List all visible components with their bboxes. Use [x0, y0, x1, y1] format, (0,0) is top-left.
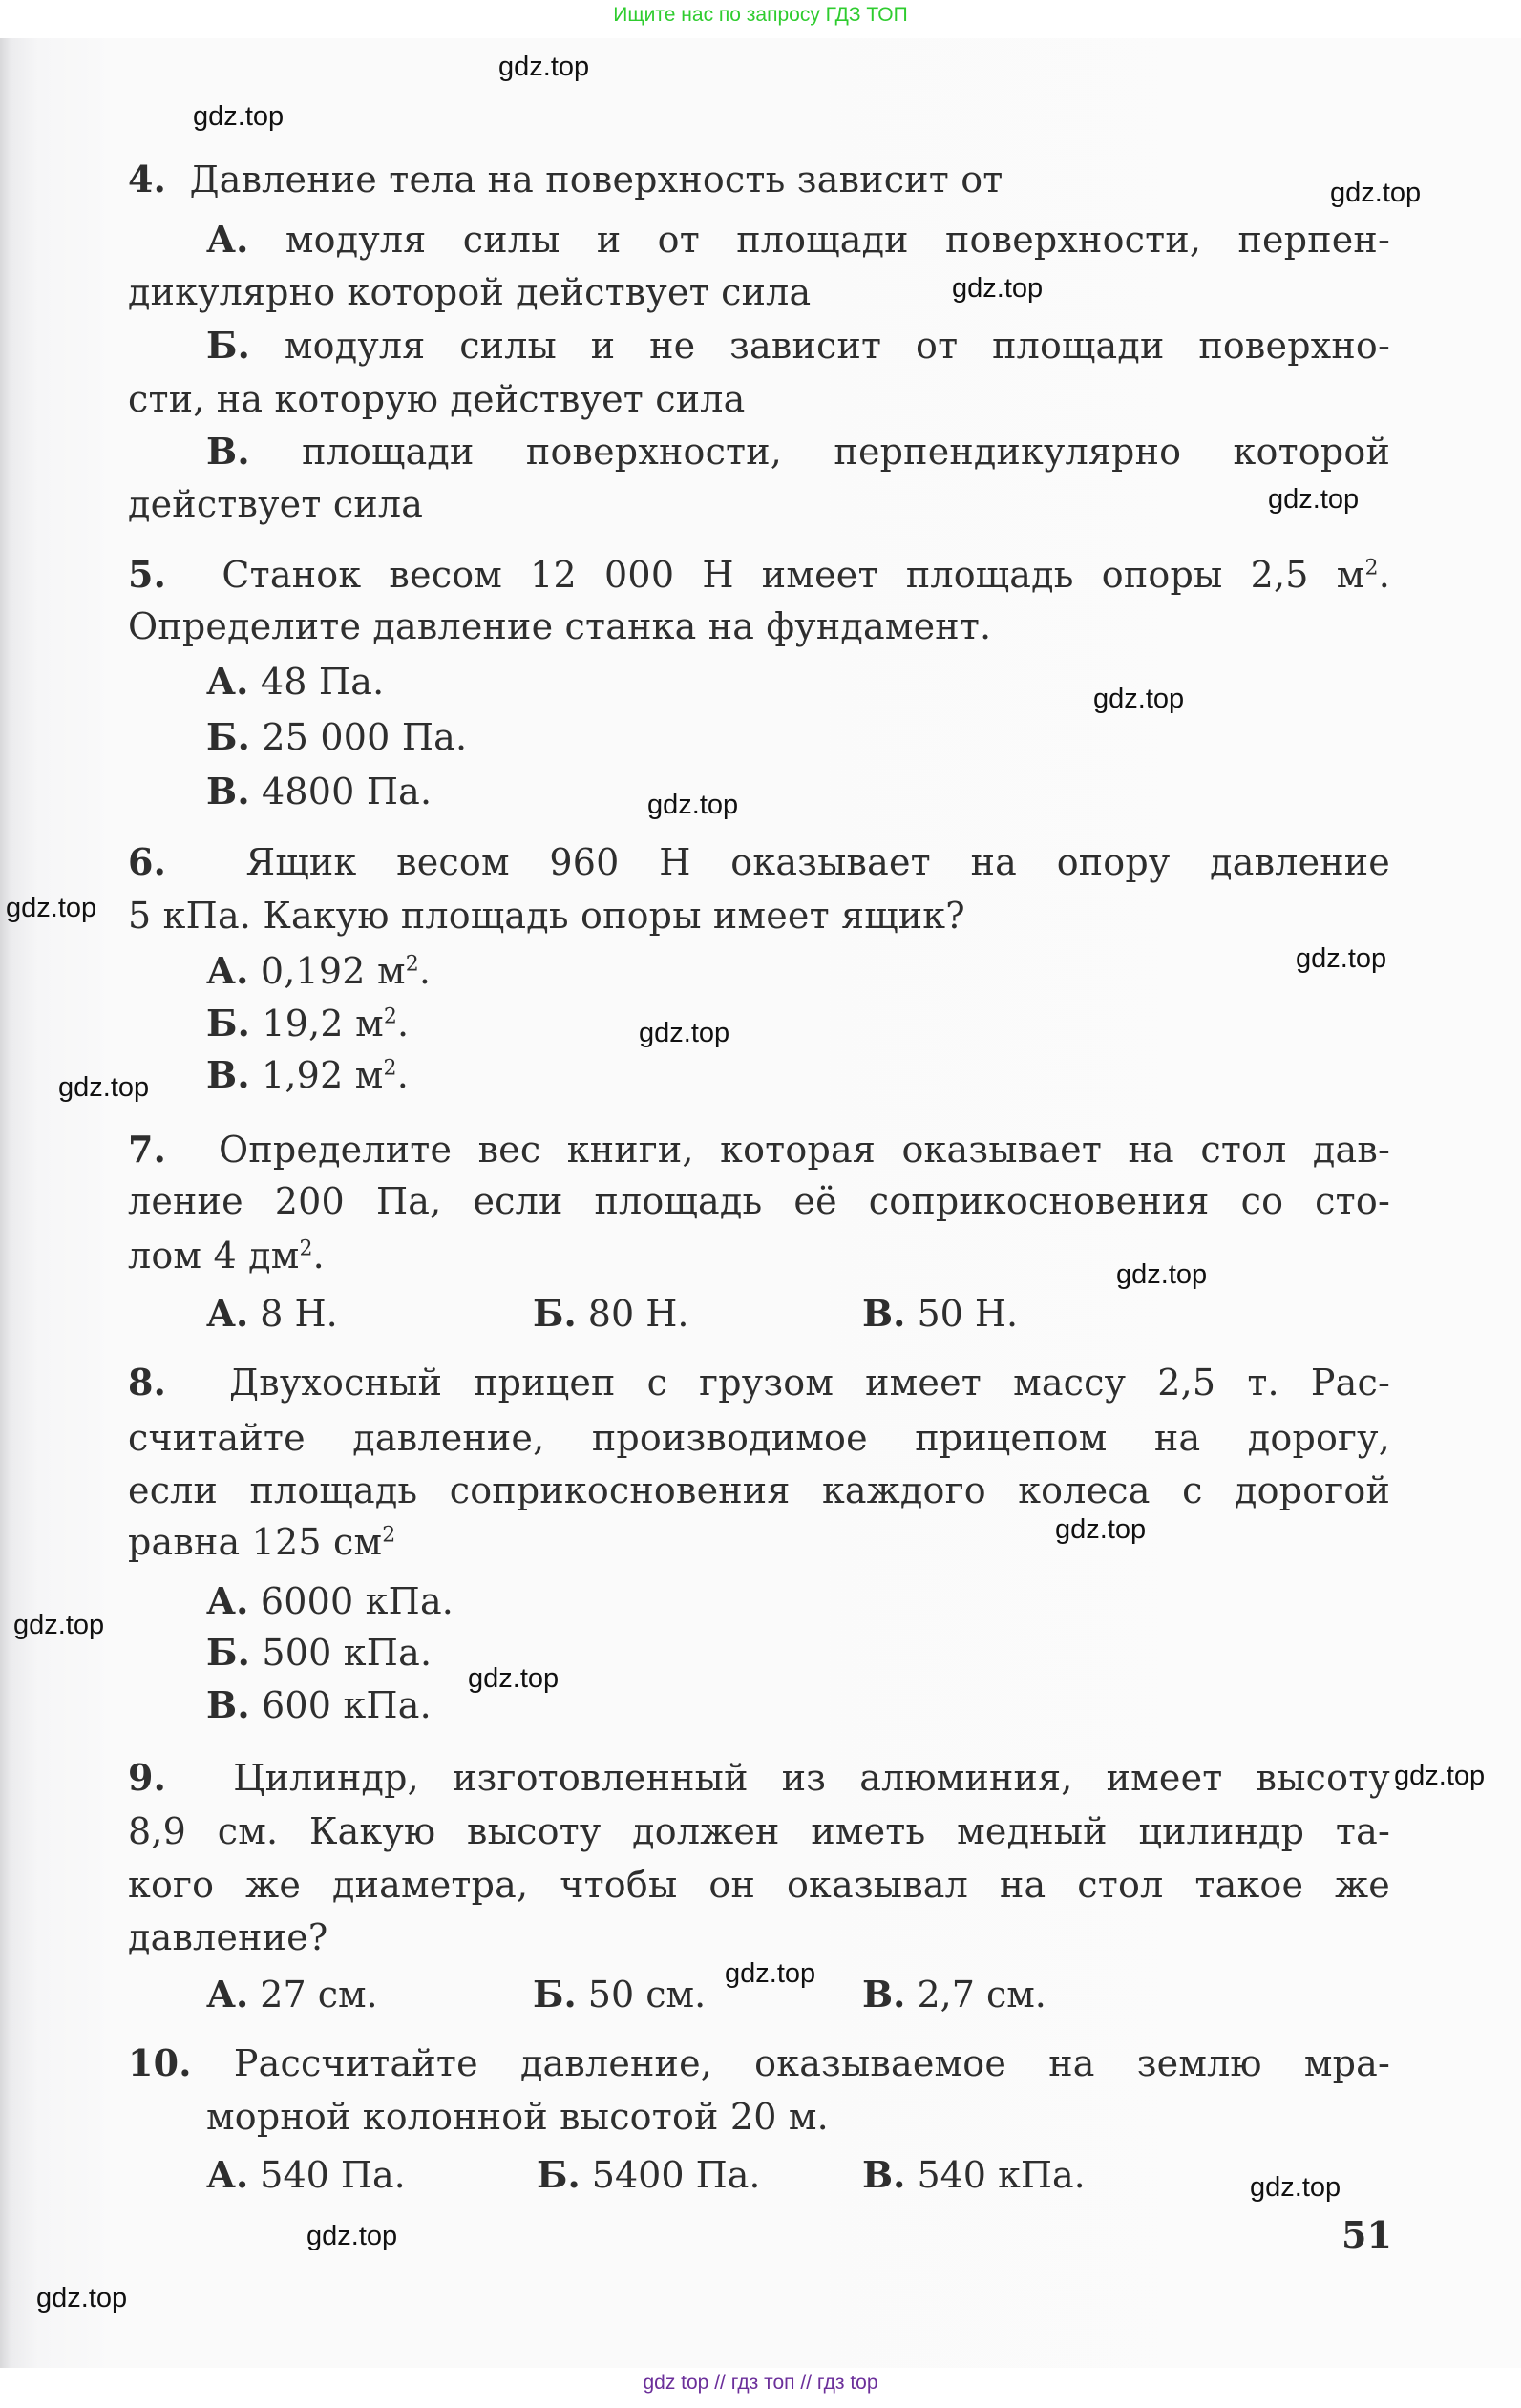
q4-option-c-cont: действует сила [128, 483, 424, 525]
label: 7. [128, 1128, 167, 1171]
superscript: 2 [383, 1056, 397, 1081]
question-10-cont: морной колонной высотой 20 м. [206, 2096, 829, 2138]
label: А. [206, 1973, 249, 2016]
watermark: gdz.top [498, 52, 590, 82]
label: 5. [128, 553, 167, 596]
q8-option-a [206, 1574, 1390, 1628]
label: В. [862, 2153, 906, 2196]
question-6 [128, 835, 1390, 889]
watermark: gdz.top [1330, 178, 1422, 208]
text: . [418, 950, 432, 992]
label: Б. [206, 715, 251, 758]
question-8 [128, 1356, 1390, 1409]
label: А. [206, 1292, 249, 1335]
watermark: gdz.top [13, 1610, 105, 1640]
text: Давление тела на поверхность зависит от [189, 158, 1003, 201]
question-8-cont2: если площадь соприкосновения каждого колеса с дорогой [128, 1469, 1390, 1511]
q5-option-a [206, 655, 1390, 708]
watermark: gdz.top [1116, 1259, 1208, 1290]
question-5-cont: Определите давление станка на фундамент. [128, 605, 992, 647]
label: В. [206, 1683, 250, 1726]
q8-option-c [206, 1679, 1390, 1732]
text: 4800 Па. [262, 771, 433, 813]
text: модуля силы и не зависит от площади поверхно- [284, 325, 1391, 367]
text: 80 Н. [587, 1293, 689, 1335]
page-number: 51 [1341, 2213, 1392, 2256]
text: 1,92 м [262, 1054, 384, 1096]
text: 540 кПа. [917, 2154, 1086, 2196]
text: равна 125 см [128, 1521, 383, 1563]
superscript: 2 [299, 1236, 313, 1261]
text: Двухосный прицеп с грузом имеет массу 2,5 т. Рас- [229, 1362, 1391, 1404]
text: . [312, 1235, 325, 1277]
watermark: gdz.top [639, 1018, 730, 1048]
watermark: gdz.top [468, 1663, 560, 1694]
q4-option-a-cont: дикулярно которой действует сила [128, 271, 812, 313]
label: Б. [537, 2153, 581, 2196]
label: В. [206, 1053, 250, 1096]
question-7-cont: ление 200 Па, если площадь её соприкосновения со сто- [128, 1180, 1390, 1222]
text: . [396, 1054, 409, 1096]
text: Рассчитайте давление, оказываемое на землю мра- [233, 2042, 1391, 2084]
label: А. [206, 218, 249, 261]
question-9-cont3: давление? [128, 1916, 328, 1958]
q6-option-c [206, 1048, 1390, 1102]
watermark: gdz.top [647, 790, 739, 820]
q7-option-a [206, 1287, 338, 1341]
question-4 [128, 153, 1390, 206]
q4-option-b [206, 319, 1390, 372]
label: В. [862, 1292, 906, 1335]
watermark: gdz.top [36, 2283, 128, 2313]
q10-option-c [862, 2148, 1086, 2202]
watermark: gdz.top [6, 893, 97, 923]
text: Цилиндр, изготовленный из алюминия, имеет высоту [233, 1757, 1390, 1799]
label: Б. [206, 1002, 251, 1045]
label: А. [206, 949, 249, 992]
text: Станок весом 12 000 Н имеет площадь опоры 2,5 м [222, 554, 1365, 596]
superscript: 2 [405, 952, 419, 977]
text: 600 кПа. [262, 1684, 432, 1726]
q7-option-c [862, 1287, 1018, 1341]
text: 50 Н. [917, 1293, 1019, 1335]
text: Определите вес книги, которая оказывает на стол дав- [218, 1129, 1390, 1171]
watermark: gdz.top [1296, 943, 1387, 974]
label: В. [206, 430, 250, 473]
superscript: 2 [383, 1004, 398, 1029]
q10-option-b [537, 2148, 760, 2202]
text: 540 Па. [260, 2154, 406, 2196]
label: Б. [206, 1631, 251, 1674]
q9-option-a [206, 1968, 378, 2021]
text: . [1378, 554, 1391, 596]
label: Б. [206, 324, 251, 367]
text: модуля силы и от площади поверхности, перпен- [285, 219, 1391, 261]
watermark: gdz.top [1268, 484, 1360, 515]
text: 6000 кПа. [260, 1580, 454, 1622]
watermark: gdz.top [1093, 684, 1185, 714]
label: А. [206, 660, 249, 703]
watermark: gdz.top [952, 273, 1044, 304]
question-9-cont: 8,9 см. Какую высоту должен иметь медный цилиндр та- [128, 1810, 1390, 1852]
q4-option-c [206, 425, 1390, 478]
text: 27 см. [260, 1974, 378, 2016]
text: . [397, 1003, 410, 1045]
text: лом 4 дм [128, 1235, 300, 1277]
watermark: gdz.top [193, 101, 285, 132]
q4-option-b-cont: сти, на которую действует сила [128, 378, 746, 420]
label: 9. [128, 1756, 167, 1799]
watermark: gdz.top [306, 2221, 398, 2251]
label: 4. [128, 158, 167, 201]
q6-option-b [206, 997, 1390, 1050]
text [128, 554, 1390, 596]
q7-option-b [533, 1287, 688, 1341]
question-8-cont3 [128, 1515, 1390, 1569]
label: В. [862, 1973, 906, 2016]
q9-option-c [862, 1968, 1046, 2021]
watermark: gdz.top [58, 1072, 150, 1103]
question-6-cont: 5 кПа. Какую площадь опоры имеет ящик? [128, 895, 965, 937]
q6-option-a [206, 944, 1390, 998]
question-8-cont: считайте давление, производимое прицепом на дорогу, [128, 1417, 1390, 1459]
text: 0,192 м [260, 950, 406, 992]
q10-option-a [206, 2148, 406, 2202]
watermark: gdz.top [1394, 1761, 1486, 1791]
label: В. [206, 770, 250, 813]
label: 6. [128, 840, 167, 883]
search-banner[interactable]: Ищите нас по запросу ГДЗ ТОП [613, 4, 908, 26]
q9-option-b [533, 1968, 706, 2021]
text: 5400 Па. [591, 2154, 761, 2196]
label: Б. [533, 1973, 577, 2016]
question-5 [128, 548, 1390, 602]
watermark: gdz.top [1250, 2172, 1341, 2203]
watermark: gdz.top [1055, 1514, 1147, 1545]
q4-option-a [206, 213, 1390, 266]
q5-option-b [206, 710, 1390, 764]
label: А. [206, 2153, 249, 2196]
question-9 [128, 1751, 1390, 1805]
question-7 [128, 1123, 1390, 1176]
q5-option-c [206, 765, 1390, 818]
label: А. [206, 1579, 249, 1622]
watermark: gdz.top [725, 1958, 816, 1989]
question-9-cont2: кого же диаметра, чтобы он оказывал на стол такое же [128, 1864, 1390, 1906]
text: 500 кПа. [262, 1632, 433, 1674]
label: 10. [128, 2041, 192, 2084]
text: 25 000 Па. [262, 716, 468, 758]
text: 48 Па. [260, 661, 385, 703]
superscript: 2 [1364, 556, 1379, 581]
superscript: 2 [382, 1523, 396, 1548]
label: 8. [128, 1361, 167, 1404]
text: 19,2 м [262, 1003, 384, 1045]
footer-links[interactable]: gdz top // гдз топ // гдз top [643, 2372, 878, 2394]
text: 50 см. [587, 1974, 707, 2016]
label: Б. [533, 1292, 577, 1335]
text: площади поверхности, перпендикулярно которой [302, 431, 1390, 473]
q8-option-b [206, 1626, 1390, 1679]
text: 8 Н. [260, 1293, 338, 1335]
text: 2,7 см. [917, 1974, 1046, 2016]
text: Ящик весом 960 Н оказывает на опору давление [245, 841, 1390, 883]
question-10 [128, 2037, 1390, 2090]
